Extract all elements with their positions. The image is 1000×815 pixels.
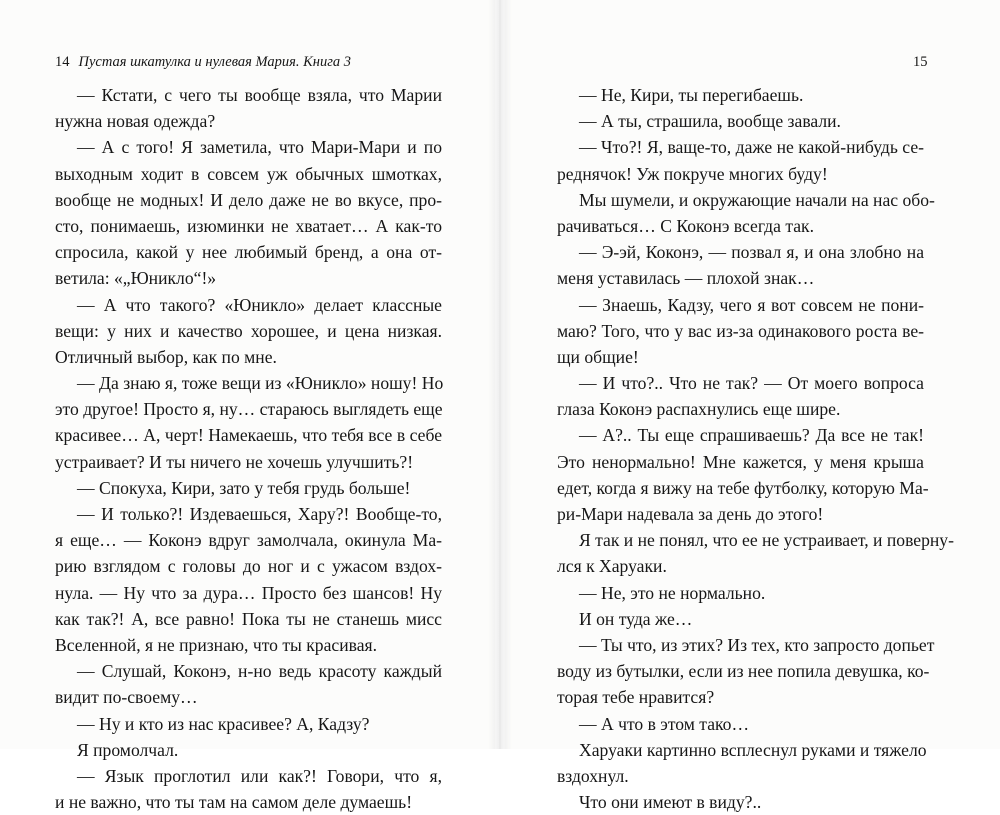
text-line: — Знаешь, Кадзу, чего я вот совсем не пони-: [579, 294, 924, 315]
text-line: — А что такого? «Юникло» делает классные: [77, 294, 442, 315]
text-line: И он туда же…: [579, 608, 693, 629]
text-line: устраивает? И ты ничего не хочешь улучшить?!: [55, 451, 414, 472]
text-line: — А?.. Ты еще спрашиваешь? Да все не так!: [579, 425, 924, 446]
text-line: — Слушай, Коконэ, н-но ведь красоту каждый: [77, 661, 442, 682]
text-line: — А ты, страшила, вообще завали.: [579, 111, 841, 132]
text-line: вздохнул.: [557, 765, 629, 786]
text-line: Что они имеют в виду?..: [579, 792, 762, 813]
text-line: щи общие!: [557, 346, 639, 367]
text-line: торая тебе нравится?: [557, 687, 715, 708]
text-line: — Кстати, с чего ты вообще взяла, что Марии: [77, 85, 442, 105]
text-line: красивее… А, черт! Намекаешь, что тебя все в себе: [55, 425, 442, 446]
text-line: сто, понимаешь, изюминки не хватает… А как-то: [55, 215, 442, 236]
text-line: воду из бутылки, если из нее попила девушка, ко-: [557, 661, 930, 682]
text-line: рию взглядом с головы до ног и с ужасом вздох-: [55, 556, 442, 577]
text-line: ри-Мари надевала за день до этого!: [557, 504, 824, 524]
text-line: — А с того! Я заметила, что Мари-Мари и по: [77, 137, 442, 158]
text-line: меня уставилась — плохой знак…: [557, 268, 815, 289]
text-line: маю? Того, что у вас из-за одинакового роста ве-: [557, 320, 924, 341]
text-line: — Да знаю я, тоже вещи из «Юникло» ношу! Но: [77, 373, 444, 394]
text-line: реднячок! Уж покруче многих буду!: [557, 163, 828, 184]
text-line: — Ты что, из этих? Из тех, кто запросто допьет: [579, 634, 935, 655]
text-line: — Язык проглотил или как?! Говори, что я,: [77, 765, 442, 786]
text-line: как так?! А, все равно! Пока ты не станешь мисс: [55, 608, 442, 629]
text-line: Я промолчал.: [77, 739, 179, 760]
text-line: я еще… — Коконэ вдруг замолчала, окинула Ма-: [55, 530, 442, 551]
text-line: нужна новая одежда?: [55, 111, 216, 132]
text-line: Вселенной, я не признаю, что ты красивая.: [55, 634, 378, 655]
text-line: Харуаки картинно всплеснул руками и тяжело: [579, 739, 927, 760]
text-line: глаза Коконэ распахнулись еще шире.: [557, 399, 841, 420]
text-line: — Не, Кири, ты перегибаешь.: [579, 85, 804, 105]
text-line: это другое! Просто я, ну… стараюсь выглядеть еще: [55, 399, 443, 420]
text-line: спросила, какой у нее любимый бренд, а она от-: [55, 242, 442, 263]
left-running-head: [55, 53, 351, 71]
text-line: лся к Харуаки.: [557, 556, 667, 577]
text-line: Мы шумели, и окружающие начали на нас обо-: [579, 189, 935, 210]
right-page-number: 15: [913, 54, 928, 70]
text-line: вещи: у них и качество хорошее, и цена низкая.: [55, 320, 442, 341]
text-line: Это ненормально! Мне кажется, у меня крыша: [557, 451, 924, 472]
text-line: — Что?! Я, ваще-то, даже не какой-нибудь се-: [579, 137, 924, 158]
text-line: — А что в этом тако…: [579, 713, 750, 734]
text-line: выходным ходит в совсем уж обычных шмотках,: [55, 163, 442, 184]
right-page-text: [557, 82, 954, 815]
left-page-text: [55, 82, 442, 815]
text-line: Отличный выбор, как по мне.: [55, 346, 277, 367]
left-page-number: 14: [55, 54, 70, 70]
text-line: и не важно, что ты там на самом деле думаешь!: [55, 792, 413, 813]
text-line: вообще не модных! И дело даже не во вкусе, про-: [55, 189, 442, 210]
text-line: едет, когда я вижу на тебе футболку, которую Ма-: [557, 477, 929, 498]
book-gutter: [488, 0, 512, 749]
text-line: — Э-эй, Коконэ, — позвал я, и она злобно на: [579, 242, 924, 263]
text-line: — Спокуха, Кири, зато у тебя грудь больше!: [77, 477, 411, 498]
text-line: — И что?.. Что не так? — От моего вопроса: [579, 373, 924, 394]
text-line: — И только?! Издеваешься, Хару?! Вообще-то,: [77, 504, 442, 524]
text-line: видит по-своему…: [55, 687, 198, 708]
text-line: — Не, это не нормально.: [579, 582, 766, 603]
text-line: рачиваться… С Коконэ всегда так.: [557, 215, 814, 236]
text-line: нула. — Ну что за дура… Просто без шансов! Ну: [55, 582, 442, 603]
book-title: Пустая шкатулка и нулевая Мария. Книга 3: [78, 54, 352, 70]
text-line: ветила: «„Юникло“!»: [55, 268, 217, 289]
text-line: — Ну и кто из нас красивее? А, Кадзу?: [77, 713, 370, 734]
text-line: Я так и не понял, что ее не устраивает, и поверну-: [579, 530, 954, 551]
